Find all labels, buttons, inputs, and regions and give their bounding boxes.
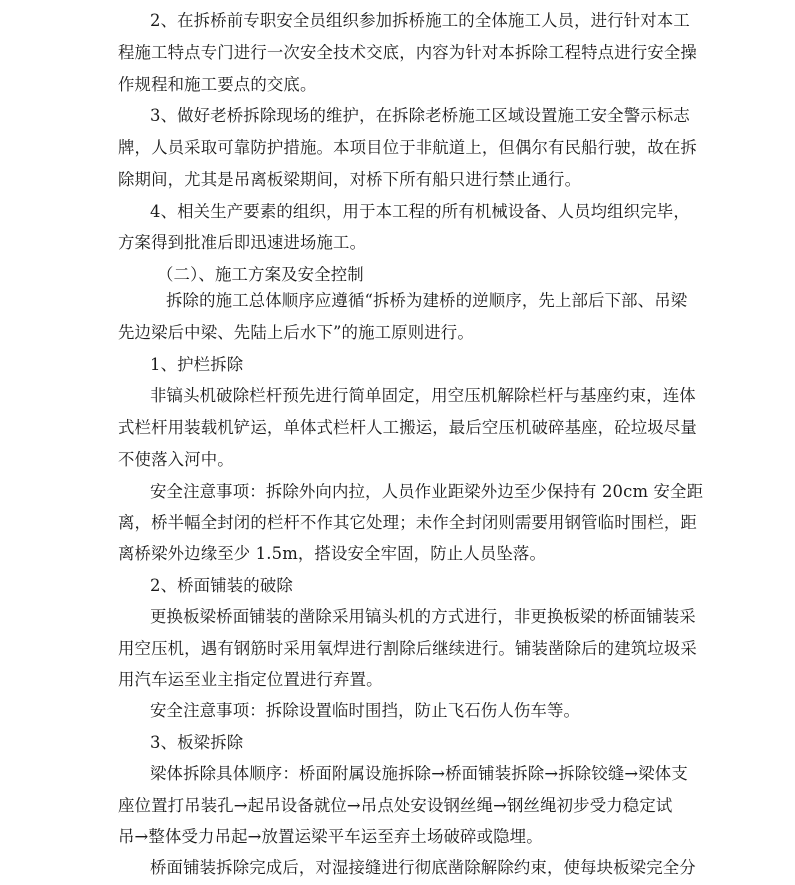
text-line: 不使落入河中。 <box>118 450 234 469</box>
text-line: 方案得到批准后即迅速进场施工。 <box>118 233 367 252</box>
text-line: 用汽车运至业主指定位置进行弃置。 <box>118 670 383 689</box>
text-line: 安全注意事项：拆除设置临时围挡，防止飞石伤人伤车等。 <box>150 701 581 720</box>
section-heading: （二）、施工方案及安全控制 <box>157 265 364 284</box>
text-line: 安全注意事项：拆除外向内拉，人员作业距梁外边至少保持有 20cm 安全距 <box>150 482 704 501</box>
text-line: 式栏杆用装载机铲运，单体式栏杆人工搬运，最后空压机破碎基座，砼垃圾尽量 <box>118 418 697 437</box>
subsection-heading: 2、桥面铺装的破除 <box>150 576 293 595</box>
subsection-heading: 3、板梁拆除 <box>150 733 244 752</box>
text-line: 作规程和施工要点的交底。 <box>118 75 317 94</box>
text-line: 非镐头机破除栏杆预先进行简单固定，用空压机解除栏杆与基座约束，连体 <box>150 386 696 405</box>
text-line: 3、做好老桥拆除现场的维护，在拆除老桥施工区域设置施工安全警示标志 <box>150 106 690 125</box>
text-line: 除期间，尤其是吊离板梁期间，对桥下所有船只进行禁止通行。 <box>118 170 582 189</box>
text-line: 程施工特点专门进行一次安全技术交底，内容为针对本拆除工程特点进行安全操 <box>118 43 697 62</box>
text-line: 4、相关生产要素的组织，用于本工程的所有机械设备、人员均组织完毕， <box>150 202 690 221</box>
text-line: 座位置打吊装孔→起吊设备就位→吊点处安设钢丝绳→钢丝绳初步受力稳定试 <box>118 796 673 815</box>
text-line: 拆除的施工总体顺序应遵循“拆桥为建桥的逆顺序，先上部后下部、吊梁 <box>166 291 688 310</box>
text-line: 2、在拆桥前专职安全员组织参加拆桥施工的全体施工人员，进行针对本工 <box>150 11 690 30</box>
text-line: 梁体拆除具体顺序：桥面附属设施拆除→桥面铺装拆除→拆除铰缝→梁体支 <box>150 764 688 783</box>
text-line: 桥面铺装拆除完成后，对湿接缝进行彻底凿除解除约束，使每块板梁完全分 <box>150 858 696 877</box>
subsection-heading: 1、护栏拆除 <box>150 355 244 374</box>
text-line: 用空压机，遇有钢筋时采用氧焊进行割除后继续进行。铺装凿除后的建筑垃圾采 <box>118 639 697 658</box>
text-line: 离，桥半幅全封闭的栏杆不作其它处理；未作全封闭则需要用钢管临时围栏，距 <box>118 513 697 532</box>
text-line: 牌，人员采取可靠防护措施。本项目位于非航道上，但偶尔有民船行驶，故在拆 <box>118 138 697 157</box>
text-line: 更换板梁桥面铺装的凿除采用镐头机的方式进行，非更换板梁的桥面铺装采 <box>150 607 696 626</box>
text-line: 吊→整体受力吊起→放置运梁平车运至弃土场破碎或隐埋。 <box>118 827 543 846</box>
text-line: 先边梁后中梁、先陆上后水下”的施工原则进行。 <box>118 323 474 342</box>
text-line: 离桥梁外边缘至少 1.5m，搭设安全牢固，防止人员坠落。 <box>118 544 547 563</box>
